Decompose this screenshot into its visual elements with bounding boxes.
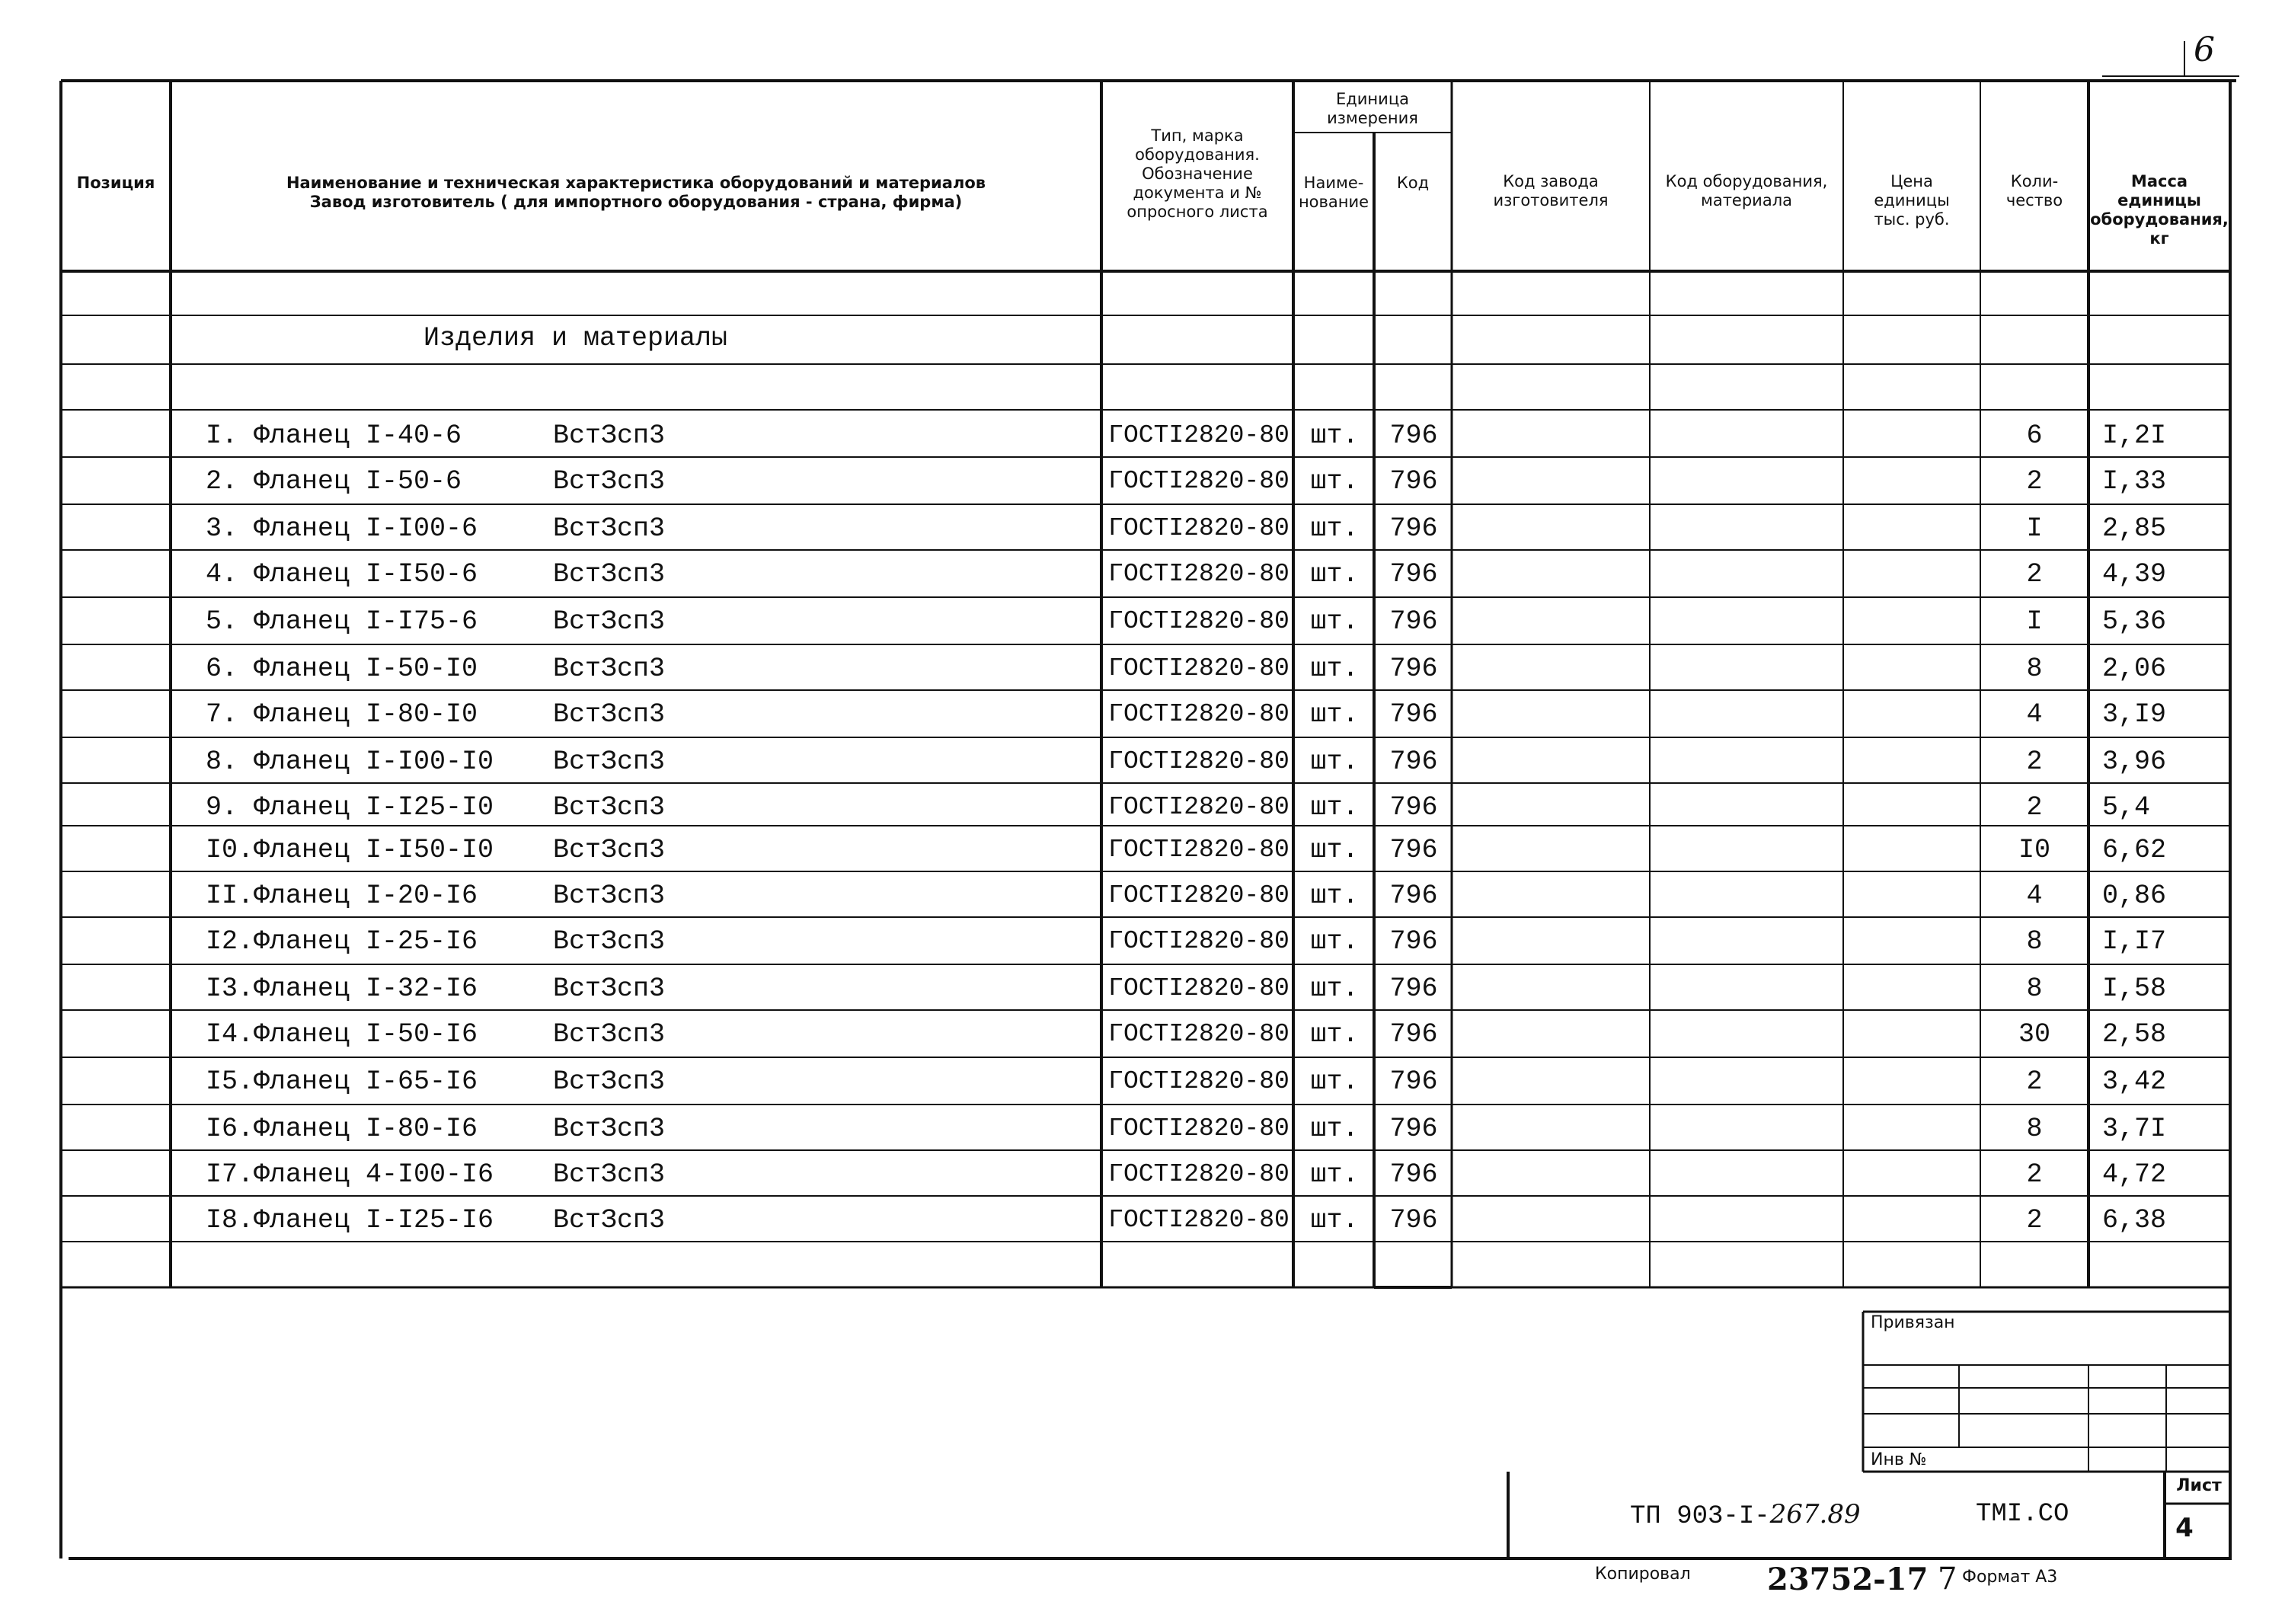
sheet-label: Лист bbox=[2176, 1476, 2222, 1495]
row-document: ГОСТI2820-80 bbox=[1108, 881, 1290, 910]
header-equipment-code-line: Код оборудования, bbox=[1665, 172, 1828, 190]
row-document: ГОСТI2820-80 bbox=[1108, 836, 1290, 864]
row-quantity: 30 bbox=[2018, 1019, 2050, 1050]
header-type bbox=[1101, 126, 1293, 222]
header-equipment-code-line: материала bbox=[1700, 191, 1792, 209]
row-name: 6. Фланец I-50-I0 bbox=[206, 654, 478, 684]
row-quantity: I0 bbox=[2018, 835, 2050, 865]
row-code: 796 bbox=[1389, 835, 1438, 865]
header-quantity bbox=[1980, 172, 2088, 210]
header-position: Позиция bbox=[76, 174, 155, 192]
header-quantity-line: чество bbox=[2005, 191, 2063, 209]
row-unit: шт. bbox=[1310, 699, 1359, 730]
row-material: ВстЗсп3 bbox=[553, 1205, 666, 1236]
row-name: I2.Фланец I-25-I6 bbox=[206, 926, 478, 957]
row-name: I3.Фланец I-32-I6 bbox=[206, 973, 478, 1004]
corner-mark: 6 bbox=[2194, 30, 2215, 69]
footer-number-2: 7 bbox=[1938, 1562, 1957, 1597]
header-equipment-code bbox=[1650, 172, 1843, 210]
row-name: 9. Фланец I-I25-I0 bbox=[206, 792, 494, 823]
row-quantity: 2 bbox=[2026, 746, 2043, 777]
header-unit-group bbox=[1293, 90, 1452, 128]
row-material: ВстЗсп3 bbox=[553, 420, 666, 451]
row-code: 796 bbox=[1389, 699, 1438, 730]
row-mass: 2,06 bbox=[2102, 654, 2167, 684]
header-mass-line: Масса bbox=[2130, 172, 2188, 190]
row-material: ВстЗсп3 bbox=[553, 835, 666, 865]
row-quantity: 8 bbox=[2026, 926, 2043, 957]
row-name: I5.Фланец I-65-I6 bbox=[206, 1066, 478, 1097]
header-unit-group-line: измерения bbox=[1327, 109, 1418, 127]
footer-number: 23752-17 bbox=[1767, 1562, 1929, 1597]
row-mass: I,2I bbox=[2102, 420, 2167, 451]
header-type-line: оборудования. bbox=[1135, 145, 1260, 164]
row-unit: шт. bbox=[1310, 1205, 1359, 1236]
row-mass: 6,38 bbox=[2102, 1205, 2167, 1236]
row-name: I6.Фланец I-80-I6 bbox=[206, 1114, 478, 1144]
row-quantity: I bbox=[2026, 513, 2043, 544]
row-unit: шт. bbox=[1310, 559, 1359, 590]
row-name: 7. Фланец I-80-I0 bbox=[206, 699, 478, 730]
row-mass: 3,7I bbox=[2102, 1114, 2167, 1144]
row-material: ВстЗсп3 bbox=[553, 466, 666, 497]
row-quantity: 2 bbox=[2026, 559, 2043, 590]
row-code: 796 bbox=[1389, 466, 1438, 497]
header-unit-name-line: Наиме- bbox=[1303, 174, 1364, 192]
header-unit-name-line: нование bbox=[1298, 193, 1369, 211]
row-quantity: I bbox=[2026, 606, 2043, 637]
row-unit: шт. bbox=[1310, 1019, 1359, 1050]
row-mass: 3,96 bbox=[2102, 746, 2167, 777]
row-unit: шт. bbox=[1310, 466, 1359, 497]
header-name bbox=[171, 174, 1101, 212]
header-price-line: тыс. руб. bbox=[1874, 210, 1950, 229]
row-quantity: 8 bbox=[2026, 654, 2043, 684]
row-mass: 5,36 bbox=[2102, 606, 2167, 637]
row-mass: I,33 bbox=[2102, 466, 2167, 497]
section-title: Изделия и материалы bbox=[423, 323, 728, 353]
row-document: ГОСТI2820-80 bbox=[1108, 607, 1290, 635]
row-name: I0.Фланец I-I50-I0 bbox=[206, 835, 494, 865]
row-document: ГОСТI2820-80 bbox=[1108, 1114, 1290, 1143]
row-material: ВстЗсп3 bbox=[553, 1159, 666, 1190]
row-document: ГОСТI2820-80 bbox=[1108, 747, 1290, 775]
row-mass: I,58 bbox=[2102, 973, 2167, 1004]
row-document: ГОСТI2820-80 bbox=[1108, 514, 1290, 542]
row-material: ВстЗсп3 bbox=[553, 513, 666, 544]
header-price-line: единицы bbox=[1874, 191, 1950, 209]
row-document: ГОСТI2820-80 bbox=[1108, 1067, 1290, 1095]
row-name: I. Фланец I-40-6 bbox=[206, 420, 462, 451]
document-code: ТМI.СО bbox=[1976, 1500, 2069, 1529]
row-quantity: 8 bbox=[2026, 973, 2043, 1004]
row-unit: шт. bbox=[1310, 1066, 1359, 1097]
row-code: 796 bbox=[1389, 559, 1438, 590]
header-price-line: Цена bbox=[1890, 172, 1933, 190]
row-name: 4. Фланец I-I50-6 bbox=[206, 559, 478, 590]
row-name: 2. Фланец I-50-6 bbox=[206, 466, 462, 497]
row-quantity: 2 bbox=[2026, 466, 2043, 497]
row-material: ВстЗсп3 bbox=[553, 559, 666, 590]
row-material: ВстЗсп3 bbox=[553, 1114, 666, 1144]
row-mass: 0,86 bbox=[2102, 881, 2167, 911]
row-unit: шт. bbox=[1310, 1159, 1359, 1190]
row-material: ВстЗсп3 bbox=[553, 699, 666, 730]
row-unit: шт. bbox=[1310, 973, 1359, 1004]
stamp-inv-no: Инв № bbox=[1871, 1450, 1927, 1469]
row-material: ВстЗсп3 bbox=[553, 973, 666, 1004]
row-name: I7.Фланец 4-I00-I6 bbox=[206, 1159, 494, 1190]
row-document: ГОСТI2820-80 bbox=[1108, 654, 1290, 683]
row-document: ГОСТI2820-80 bbox=[1108, 700, 1290, 728]
row-unit: шт. bbox=[1310, 513, 1359, 544]
row-mass: 6,62 bbox=[2102, 835, 2167, 865]
row-quantity: 2 bbox=[2026, 1205, 2043, 1236]
row-code: 796 bbox=[1389, 1114, 1438, 1144]
row-material: ВстЗсп3 bbox=[553, 792, 666, 823]
row-material: ВстЗсп3 bbox=[553, 654, 666, 684]
row-quantity: 4 bbox=[2026, 699, 2043, 730]
row-code: 796 bbox=[1389, 926, 1438, 957]
header-price bbox=[1843, 172, 1980, 229]
sheet-number: 4 bbox=[2175, 1513, 2194, 1543]
row-name: 3. Фланец I-I00-6 bbox=[206, 513, 478, 544]
header-type-line: опросного листа bbox=[1127, 203, 1268, 221]
header-factory-code bbox=[1452, 172, 1650, 210]
row-document: ГОСТI2820-80 bbox=[1108, 974, 1290, 1002]
stamp-linked: Привязан bbox=[1871, 1313, 1955, 1332]
row-unit: шт. bbox=[1310, 746, 1359, 777]
row-unit: шт. bbox=[1310, 654, 1359, 684]
header-mass-line: оборудования, bbox=[2090, 210, 2229, 229]
row-mass: 3,I9 bbox=[2102, 699, 2167, 730]
header-mass-line: единицы bbox=[2117, 191, 2201, 209]
header-type-line: документа и № bbox=[1133, 184, 1262, 202]
row-code: 796 bbox=[1389, 420, 1438, 451]
row-code: 796 bbox=[1389, 973, 1438, 1004]
row-mass: 3,42 bbox=[2102, 1066, 2167, 1097]
row-quantity: 2 bbox=[2026, 792, 2043, 823]
row-mass: 4,72 bbox=[2102, 1159, 2167, 1190]
row-material: ВстЗсп3 bbox=[553, 1019, 666, 1050]
row-quantity: 2 bbox=[2026, 1159, 2043, 1190]
row-material: ВстЗсп3 bbox=[553, 881, 666, 911]
row-quantity: 2 bbox=[2026, 1066, 2043, 1097]
row-code: 796 bbox=[1389, 1205, 1438, 1236]
row-material: ВстЗсп3 bbox=[553, 1066, 666, 1097]
row-unit: шт. bbox=[1310, 881, 1359, 911]
header-name-line2: Завод изготовитель ( для импортного оборудования - страна, фирма) bbox=[309, 193, 963, 211]
row-unit: шт. bbox=[1310, 420, 1359, 451]
row-document: ГОСТI2820-80 bbox=[1108, 421, 1290, 449]
row-mass: I,I7 bbox=[2102, 926, 2167, 957]
header-quantity-line: Коли- bbox=[2010, 172, 2059, 190]
document-number-prefix: ТП 903-I- bbox=[1630, 1502, 1770, 1531]
row-document: ГОСТI2820-80 bbox=[1108, 467, 1290, 495]
row-document: ГОСТI2820-80 bbox=[1108, 1020, 1290, 1048]
row-code: 796 bbox=[1389, 1159, 1438, 1190]
row-mass: 2,58 bbox=[2102, 1019, 2167, 1050]
row-code: 796 bbox=[1389, 513, 1438, 544]
row-unit: шт. bbox=[1310, 792, 1359, 823]
row-code: 796 bbox=[1389, 606, 1438, 637]
row-name: 8. Фланец I-I00-I0 bbox=[206, 746, 494, 777]
header-unit-name bbox=[1293, 174, 1374, 212]
row-code: 796 bbox=[1389, 1019, 1438, 1050]
row-code: 796 bbox=[1389, 881, 1438, 911]
footer-copied: Копировал bbox=[1595, 1565, 1691, 1584]
header-mass bbox=[2088, 172, 2230, 248]
row-quantity: 6 bbox=[2026, 420, 2043, 451]
row-document: ГОСТI2820-80 bbox=[1108, 1206, 1290, 1234]
row-mass: 2,85 bbox=[2102, 513, 2167, 544]
document-number bbox=[1630, 1499, 1861, 1532]
header-unit-group-line: Единица bbox=[1336, 90, 1409, 108]
row-code: 796 bbox=[1389, 792, 1438, 823]
row-quantity: 4 bbox=[2026, 881, 2043, 911]
row-code: 796 bbox=[1389, 746, 1438, 777]
row-material: ВстЗсп3 bbox=[553, 926, 666, 957]
row-quantity: 8 bbox=[2026, 1114, 2043, 1144]
row-unit: шт. bbox=[1310, 1114, 1359, 1144]
header-unit-code: Код bbox=[1396, 174, 1430, 192]
row-mass: 4,39 bbox=[2102, 559, 2167, 590]
header-type-line: Обозначение bbox=[1142, 165, 1253, 183]
row-code: 796 bbox=[1389, 1066, 1438, 1097]
row-document: ГОСТI2820-80 bbox=[1108, 927, 1290, 955]
row-document: ГОСТI2820-80 bbox=[1108, 793, 1290, 821]
row-name: II.Фланец I-20-I6 bbox=[206, 881, 478, 911]
header-mass-line: кг bbox=[2149, 229, 2169, 248]
row-unit: шт. bbox=[1310, 606, 1359, 637]
row-unit: шт. bbox=[1310, 835, 1359, 865]
row-document: ГОСТI2820-80 bbox=[1108, 1160, 1290, 1188]
row-name: I4.Фланец I-50-I6 bbox=[206, 1019, 478, 1050]
row-name: I8.Фланец I-I25-I6 bbox=[206, 1205, 494, 1236]
header-name-line1: Наименование и техническая характеристика оборудований и материалов bbox=[286, 174, 986, 192]
row-code: 796 bbox=[1389, 654, 1438, 684]
row-name: 5. Фланец I-I75-6 bbox=[206, 606, 478, 637]
document-number-handwritten: 267.89 bbox=[1769, 1499, 1861, 1530]
header-factory-code-line: Код завода bbox=[1503, 172, 1599, 190]
row-material: ВстЗсп3 bbox=[553, 746, 666, 777]
header-type-line: Тип, марка bbox=[1151, 126, 1244, 145]
row-document: ГОСТI2820-80 bbox=[1108, 560, 1290, 588]
header-factory-code-line: изготовителя bbox=[1493, 191, 1609, 209]
footer-format: Формат А3 bbox=[1962, 1568, 2058, 1587]
row-unit: шт. bbox=[1310, 926, 1359, 957]
row-material: ВстЗсп3 bbox=[553, 606, 666, 637]
row-mass: 5,4 bbox=[2102, 792, 2151, 823]
